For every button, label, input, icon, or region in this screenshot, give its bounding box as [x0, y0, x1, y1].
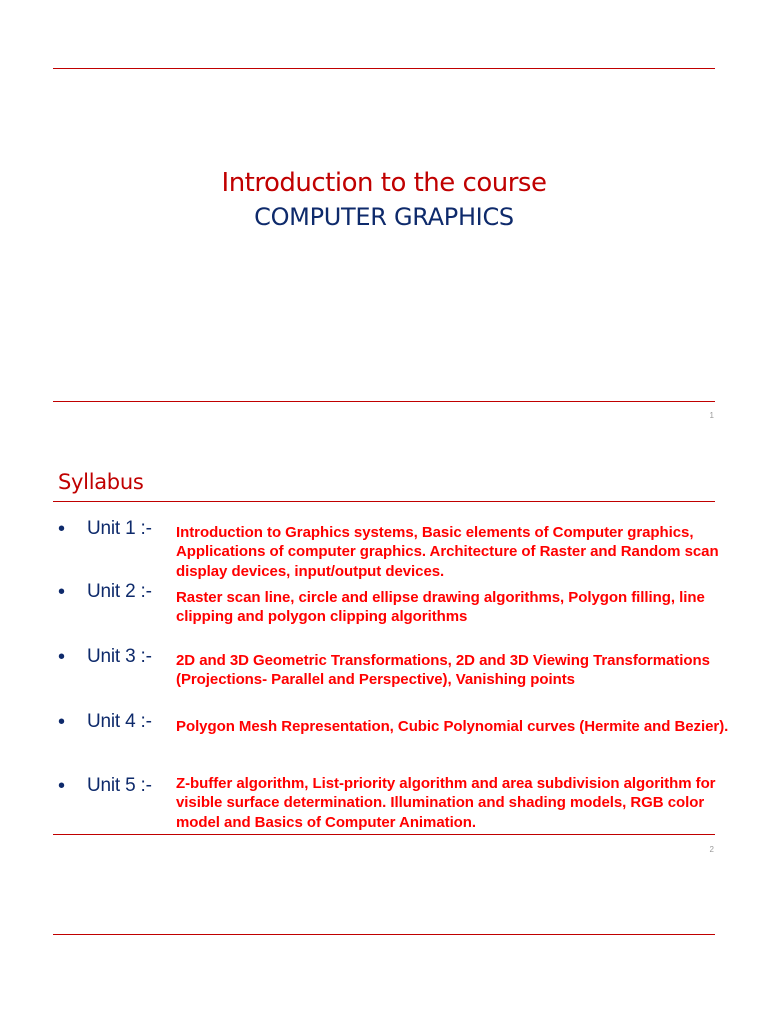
unit-description: Polygon Mesh Representation, Cubic Polynomial curves (Hermite and Bezier). [176, 718, 729, 735]
syllabus-heading: Syllabus [58, 470, 144, 494]
bullet-icon: • [58, 775, 66, 797]
unit-description: Raster scan line, circle and ellipse drawing algorithms, Polygon filling, line clipping and polygon clipping algorithms [176, 589, 705, 626]
syllabus-heading-rule [53, 501, 715, 502]
slide-1-subtitle: COMPUTER GRAPHICS [254, 203, 514, 231]
slide-1-bottom-rule [53, 401, 715, 402]
slide-3-top-rule [53, 934, 715, 935]
bullet-icon: • [58, 711, 66, 733]
unit-label: Unit 4 :- [87, 711, 152, 732]
slide-2-bottom-rule [53, 834, 715, 835]
slide-1-page-number: 1 [709, 411, 714, 420]
unit-label: Unit 5 :- [87, 775, 152, 796]
unit-description: Z-buffer algorithm, List-priority algorithm and area subdivision algorithm for visible surface determination. Illumination and shading models, RGB color model and Basics of Computer Animation. [176, 775, 716, 831]
bullet-icon: • [58, 581, 66, 603]
bullet-icon: • [58, 646, 66, 668]
bullet-icon: • [58, 518, 66, 540]
unit-description: 2D and 3D Geometric Transformations, 2D and 3D Viewing Transformations (Projections- Parallel and Perspective), Vanishing points [176, 652, 710, 689]
unit-label: Unit 3 :- [87, 646, 152, 667]
slide-1-top-rule [53, 68, 715, 69]
unit-label: Unit 2 :- [87, 581, 152, 602]
unit-label: Unit 1 :- [87, 518, 152, 539]
slide-2-page-number: 2 [709, 845, 714, 854]
slide-1-title: Introduction to the course [221, 168, 547, 198]
unit-description: Introduction to Graphics systems, Basic elements of Computer graphics, Applications of computer graphics. Architecture of Raster and Random scan display devices, input/output devices. [176, 524, 719, 580]
